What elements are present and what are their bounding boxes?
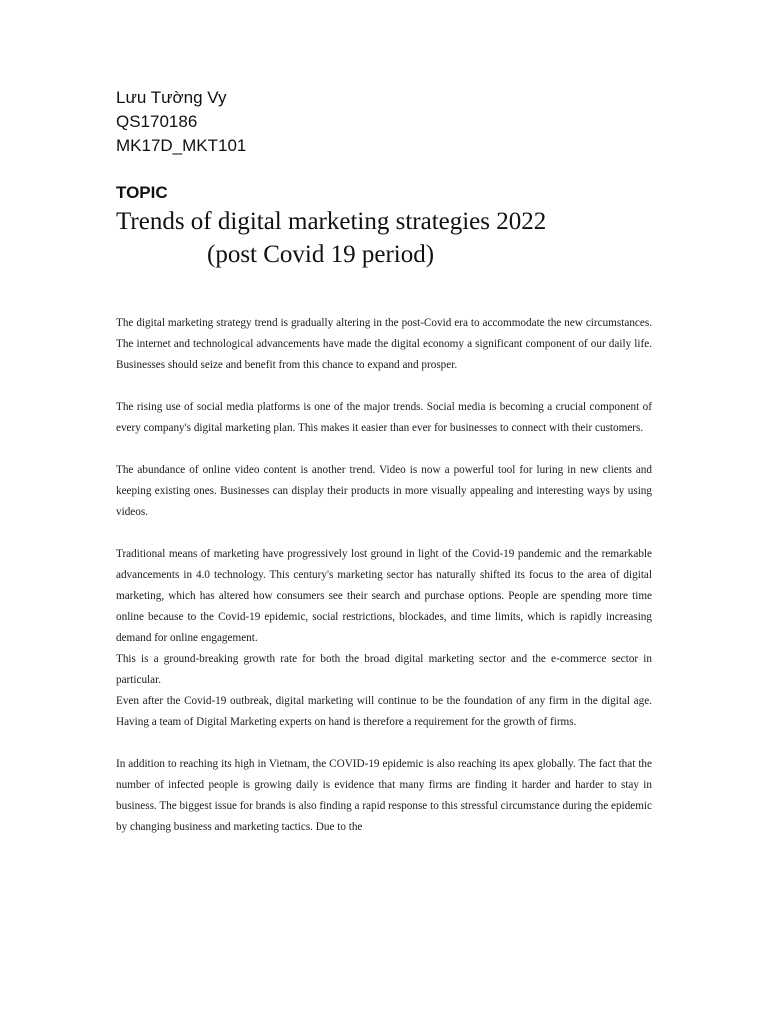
topic-label: TOPIC [116, 183, 168, 202]
class-code: MK17D_MKT101 [116, 136, 247, 155]
author-info [116, 86, 246, 158]
paragraph-growth-rate: This is a ground-breaking growth rate for both the broad digital marketing sector and the e-commerce sector in particular. [116, 653, 652, 686]
document-title-line-2: (post Covid 19 period) [207, 241, 435, 268]
document-title-line-1: Trends of digital marketing strategies 2022 [116, 208, 547, 235]
paragraph-intro: The digital marketing strategy trend is gradually altering in the post-Covid era to accommodate the new circumstances. The internet and technological advancements have made the digital economy a significant component of our daily life. Businesses should seize and benefit from this chance to expand and prosper. [116, 317, 652, 371]
author-name: Lưu Tường Vy [116, 88, 227, 107]
paragraph-covid-vietnam: In addition to reaching its high in Vietnam, the COVID-19 epidemic is also reaching its apex globally. The fact that the number of infected people is growing daily is evidence that many firms are finding it harder and harder to stay in business. The biggest issue for brands is also finding a rapid response to this stressful circumstance during the epidemic by changing business and marketing tactics. Due to the [116, 758, 652, 833]
paragraph-traditional-marketing: Traditional means of marketing have progressively lost ground in light of the Covid-19 pandemic and the remarkable advancements in 4.0 technology. This century's marketing sector has naturally shifted its focus to the area of digital marketing, which has altered how consumers see their search and purchase options. People are spending more time online because to the Covid-19 epidemic, social restrictions, blockades, and time limits, which is rapidly increasing demand for online engagement. [116, 548, 652, 644]
document-body [116, 313, 652, 838]
student-id: QS170186 [116, 112, 198, 131]
paragraph-foundation: Even after the Covid-19 outbreak, digital marketing will continue to be the foundation of any firm in the digital age. Having a team of Digital Marketing experts on hand is therefore a requirement for the growth of firms. [116, 695, 652, 728]
paragraph-video: The abundance of online video content is another trend. Video is now a powerful tool for luring in new clients and keeping existing ones. Businesses can display their products in more visually appealing and interesting ways by using videos. [116, 464, 652, 518]
paragraph-social-media: The rising use of social media platforms is one of the major trends. Social media is becoming a crucial component of every company's digital marketing plan. This makes it easier than ever for businesses to connect with their customers. [116, 401, 652, 434]
